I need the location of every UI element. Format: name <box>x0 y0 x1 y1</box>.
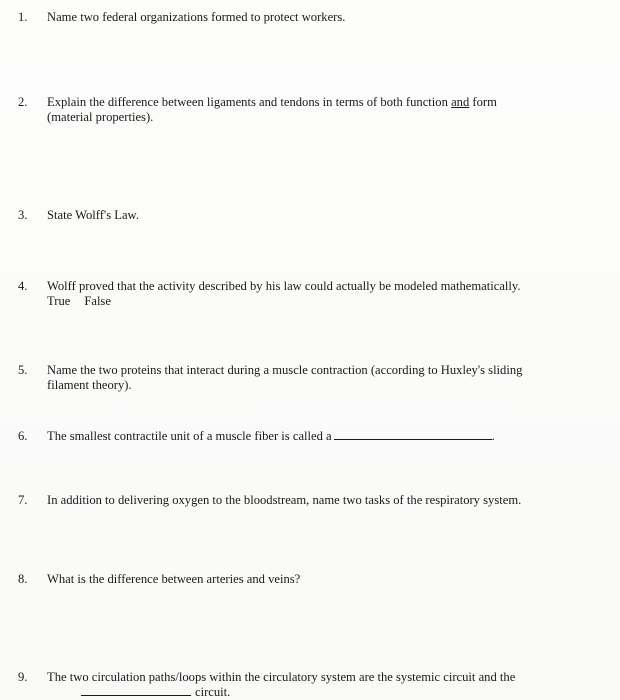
question-text-line2: circuit. <box>195 685 231 699</box>
question-text: Explain the difference between ligaments and tendons in terms of both function and form (material properties). <box>47 95 598 125</box>
question-number: 2. <box>18 95 28 109</box>
question-text: Name the two proteins that interact during a muscle contraction (according to Huxley's sliding <box>47 363 523 377</box>
option-true[interactable]: True <box>47 294 71 308</box>
question-text: Name two federal organizations formed to protect workers. <box>47 10 346 24</box>
answer-blank[interactable] <box>81 685 191 696</box>
question-number: 4. <box>18 279 28 293</box>
question-text: In addition to delivering oxygen to the bloodstream, name two tasks of the respiratory system. <box>47 493 522 507</box>
underlined-word: and <box>451 95 470 109</box>
question-text-line2: filament theory). <box>47 378 132 392</box>
question-4 <box>18 279 598 309</box>
option-false[interactable]: False <box>84 294 111 308</box>
question-3 <box>18 208 598 223</box>
question-number: 1. <box>18 10 28 24</box>
question-6: 6. The smallest contractile unit of a muscle fiber is called a . <box>18 429 495 443</box>
question-text: The two circulation paths/loops within the circulatory system are the systemic circuit and the <box>47 670 516 684</box>
question-text: Wolff proved that the activity described by his law could actually be modeled mathematically. <box>47 279 521 293</box>
question-9 <box>18 670 598 700</box>
question-number: 8. <box>18 572 28 586</box>
question-text: The smallest contractile unit of a muscle fiber is called a <box>47 429 332 443</box>
question-5 <box>18 363 598 393</box>
question-8 <box>18 572 598 587</box>
answer-options <box>47 294 598 309</box>
question-text: What is the difference between arteries and veins? <box>47 572 301 586</box>
question-number: 7. <box>18 493 28 507</box>
question-number: 5. <box>18 363 28 377</box>
question-text-line2: (material properties). <box>47 110 154 124</box>
question-number: 6. <box>18 429 28 443</box>
question-number: 3. <box>18 208 28 222</box>
question-2 <box>18 95 598 125</box>
answer-blank[interactable] <box>334 429 492 440</box>
question-text: State Wolff's Law. <box>47 208 139 222</box>
question-7 <box>18 493 598 508</box>
question-1 <box>18 10 598 25</box>
question-number: 9. <box>18 670 28 684</box>
